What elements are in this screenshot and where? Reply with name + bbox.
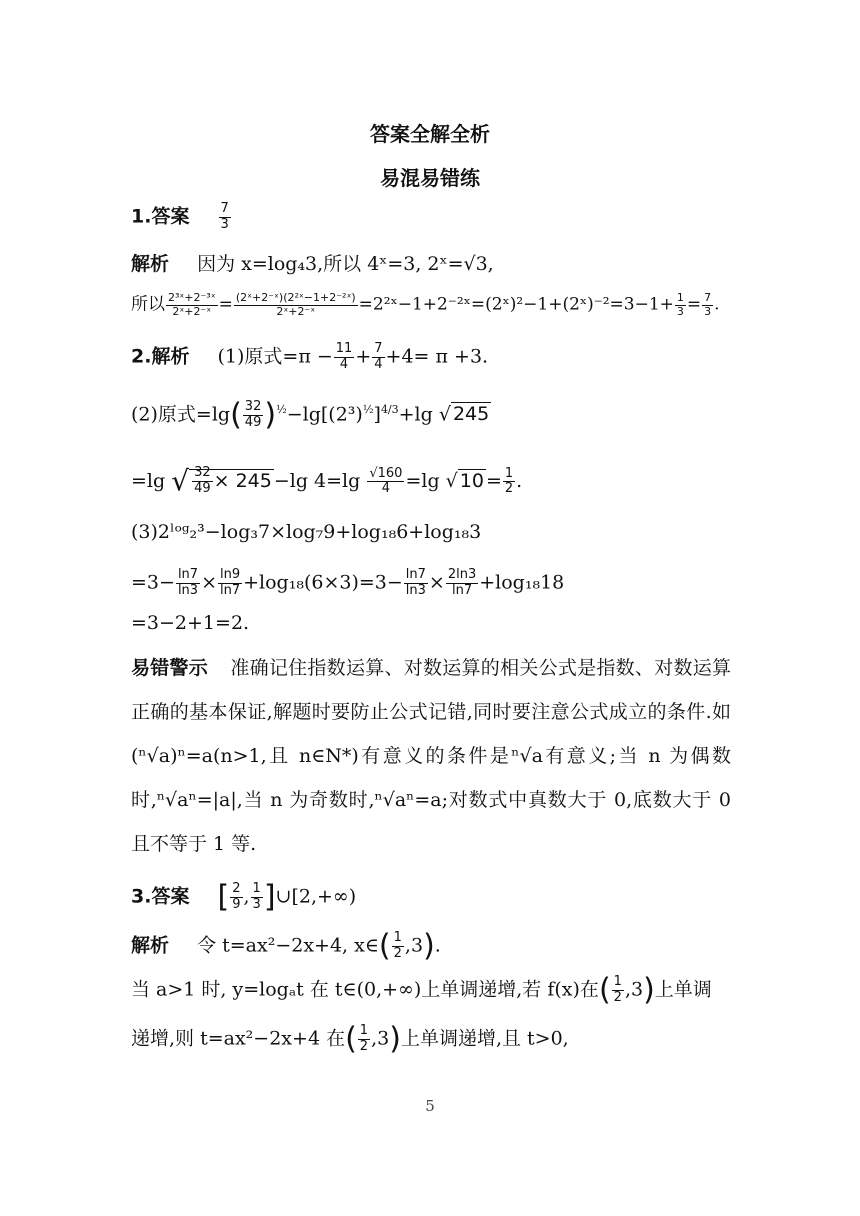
q1-fraction-4 [702, 292, 713, 318]
section-subtitle: 易混易错练 [380, 166, 480, 190]
q3-analysis-label: 解析 [131, 934, 170, 957]
q2-p5-f1-num: ln7 [177, 567, 199, 582]
q1-f1-num: 2³ˣ+2⁻³ˣ [168, 291, 216, 304]
q2-p5-f4-den: ln7 [451, 582, 473, 598]
q1-f3-den: 3 [676, 304, 684, 318]
q1-equals: = [686, 294, 702, 315]
q3-l3-fraction [612, 975, 624, 1006]
q1-fraction-1 [166, 292, 218, 318]
q2-p2-bracket-exp: 4/3 [380, 403, 399, 417]
q2-p5-prefix: =3− [131, 571, 175, 594]
q3-l4-f-den: 2 [359, 1038, 369, 1054]
warning-label: 易错警示 [131, 657, 209, 679]
q3-answer-label: 3.答案 [131, 885, 190, 908]
q2-part2-continued-line [131, 466, 522, 497]
q1-fraction-3 [675, 292, 686, 318]
q3-ans-f1-den: 9 [232, 896, 241, 912]
q3-line3: 当 a>1 时, y=logₐt 在 t∈(0,+∞)上单调递增,若 f(x)在( $\frac{1}{2}$ ,3)上单调 [131, 972, 712, 1008]
q2-p5-fraction-3 [404, 568, 428, 599]
q2-p3-end: . [516, 469, 523, 492]
q1-answer-num: 7 [220, 201, 229, 216]
q2-p2-mid: −lg[(2³) [286, 403, 363, 426]
q2-p1-f2-num: 7 [374, 341, 383, 356]
q3-l4-fraction [358, 1024, 370, 1055]
q1-derivation-line: 所以 $\frac{\text{2³ˣ+2⁻³ˣ}}{\text{2ˣ+2⁻ˣ}}$ = $\frac{\text{(2ˣ+2⁻ˣ)(2²ˣ−1+2⁻²ˣ)}}{\text{2ˣ+2⁻ˣ}}$ =2²ˣ−1+2⁻²ˣ=(2ˣ)²−1+(2ˣ)⁻²=3−1+ $\frac{1}{3}$ = $\frac{7}{3}$ . [131, 291, 720, 318]
q2-p1-prefix: (1)原式=π − [217, 345, 333, 368]
page-title: 答案全解全析 [370, 122, 490, 146]
q1-analysis-line [131, 255, 494, 274]
q1-fraction-2 [234, 292, 358, 318]
q2-p2-tail: +lg [398, 403, 433, 426]
q2-p5-tail: +log₁₈18 [479, 571, 565, 594]
q1-line2-tail: =2²ˣ−1+2⁻²ˣ=(2ˣ)²−1+(2ˣ)⁻²=3−1+ [358, 294, 674, 315]
q2-p1-tail: +4= π +3. [385, 345, 489, 368]
sqrt-product: √ $\frac{32}{49}$ × 245 [171, 464, 272, 498]
warning-text: 准确记住指数运算、对数运算的相关公式是指数、对数运算正确的基本保证,解题时要防止公式记错,同时要注意公式成立的条件.如(ⁿ√a)ⁿ=a(n>1,且 n∈N*)有意义的条件是ⁿ√a有意义;当 n 为偶数时,ⁿ√aⁿ=|a|,当 n 为奇数时,ⁿ√aⁿ=a;对数式中真数大于 0,底数大于 0 且不等于 1 等. [131, 657, 731, 855]
q2-p2-exp: ½ [276, 403, 287, 417]
q3-line4: 递增,则 t=ax²−2x+4 在( $\frac{1}{2}$ ,3)上单调递增,且 t>0, [131, 1021, 569, 1057]
q2-p5-f3-den: ln3 [405, 582, 426, 598]
q2-p5-f2-num: ln9 [219, 567, 241, 582]
q2-p2-prefix: (2)原式=lg [131, 403, 231, 426]
q2-p1-f1-den: 4 [339, 356, 349, 372]
q1-analysis-label: 解析 [131, 253, 170, 275]
q2-p1-fraction-1 [334, 342, 355, 373]
q2-p5-times: × [201, 571, 217, 594]
q3-ans-comma: , [243, 885, 250, 908]
sqrt-10: √ 10 [445, 469, 484, 492]
q2-p2-fraction [243, 400, 264, 431]
q2-p5-mid: +log₁₈(6×3)=3− [243, 571, 403, 594]
q2-p1-fraction-2 [372, 342, 384, 373]
q2-p2-f-den: 49 [244, 414, 262, 430]
q2-p5-f1-den: ln3 [177, 582, 199, 598]
warning-paragraph [131, 646, 731, 866]
q2-p3-mid2: =lg [405, 469, 440, 492]
q2-p3-root: 10 [459, 469, 484, 492]
q2-p1-f2-den: 4 [374, 356, 383, 372]
q2-p5-times2: × [428, 571, 445, 594]
q2-part3-derivation-line [131, 568, 564, 599]
q3-a-f-num: 1 [393, 930, 402, 945]
q2-p3-rad-tail: × 245 [213, 469, 272, 492]
q3-ans-tail: ∪[2,+∞) [275, 885, 357, 908]
q3-ans-fraction-1 [230, 882, 242, 913]
q3-a-fraction [392, 931, 404, 962]
q2-p5-fraction-4 [446, 568, 478, 599]
q1-f1-den: 2ˣ+2⁻ˣ [172, 304, 212, 318]
q1-f4-num: 7 [704, 291, 712, 304]
q3-a-f-den: 2 [393, 945, 402, 961]
q1-f3-num: 1 [676, 291, 684, 304]
q2-p3-f-den: 4 [381, 481, 391, 497]
q3-ans-f2-num: 1 [252, 881, 261, 896]
q2-p3-half-den: 2 [504, 481, 514, 497]
q3-l3-f-num: 1 [613, 974, 622, 989]
q2-p2-mid-exp: ½ [362, 403, 374, 417]
q1-f4-den: 3 [704, 304, 712, 318]
q2-label: 2.解析 [131, 345, 190, 368]
q3-l3-end: 上单调 [654, 978, 712, 1001]
q1-answer-den: 3 [220, 216, 229, 232]
q2-p5-fraction-2 [218, 568, 242, 599]
q2-p3-half [503, 467, 515, 498]
q2-p3-fraction [367, 467, 404, 498]
q1-f2-num: (2ˣ+2⁻ˣ)(2²ˣ−1+2⁻²ˣ) [235, 291, 356, 304]
q2-p5-f4-num: 2ln3 [447, 567, 477, 582]
q2-p3-rad-fraction [192, 466, 213, 497]
q3-l3-text: 当 a>1 时, y=logₐt 在 t∈(0,+∞)上单调递增,若 f(x)在 [131, 978, 599, 1001]
q2-p3-mid: −lg 4=lg [273, 469, 361, 492]
q1-answer-line [131, 202, 232, 233]
q1-answer-label: 1.答案 [131, 205, 190, 228]
q3-l4-f-num: 1 [359, 1023, 369, 1038]
q2-part1-line [131, 342, 488, 373]
q2-result-line: =3−2+1=2. [131, 612, 250, 634]
q1-line2-prefix: 所以 [131, 294, 165, 315]
q2-p3-half-num: 1 [504, 465, 514, 481]
q3-l4-tail: ,3 [371, 1027, 390, 1050]
q3-ans-fraction-2 [251, 882, 263, 913]
q2-p3-f-num: √160 [369, 465, 403, 481]
q3-answer-line: 3.答案 [ $\frac{2}{9}$ , $\frac{1}{3}$ ]∪[2,+∞) [131, 879, 357, 915]
q2-p3-rad-den: 49 [194, 480, 211, 496]
q2-p5-fraction-1 [176, 568, 200, 599]
q2-p3-rad-num: 32 [194, 465, 211, 480]
q2-p5-f3-num: ln7 [405, 567, 426, 582]
q2-p1-plus: + [355, 345, 372, 368]
q1-analysis-text: 因为 x=log₄3,所以 4ˣ=3, 2ˣ=√3, [197, 253, 494, 275]
q2-p1-f1-num: 11 [335, 341, 353, 356]
q2-p5-f2-den: ln7 [219, 582, 241, 598]
q3-ans-f2-den: 3 [252, 896, 261, 912]
sqrt-245: √ 245 [438, 403, 490, 426]
q3-l4-text: 递增,则 t=ax²−2x+4 在 [131, 1027, 346, 1050]
q3-ans-f1-num: 2 [232, 881, 241, 896]
q2-part2-line: (2)原式=lg( $\frac{32}{49}$ )$^{\frac{1}{2}}-\lg[(2^3)^{\frac{1}{2}}]^{4/3}+\lg$ √ 245 [131, 397, 490, 433]
q2-p2-f-num: 32 [244, 399, 262, 414]
q1-end: . [714, 294, 720, 315]
q1-f2-den: 2ˣ+2⁻ˣ [276, 304, 316, 318]
q2-p3-prefix: =lg [131, 469, 166, 492]
page-number: 5 [425, 1097, 435, 1115]
q3-l4-end: 上单调递增,且 t>0, [400, 1027, 569, 1050]
q3-analysis-line: 解析 令 t=ax²−2x+4, x∈( $\frac{1}{2}$ ,3). [131, 928, 441, 964]
q3-l3-f-den: 2 [613, 989, 622, 1005]
q1-answer-fraction [219, 202, 231, 233]
q3-analysis-text: 令 t=ax²−2x+4, x∈ [197, 934, 379, 957]
q3-l3-tail: ,3 [624, 978, 644, 1001]
q3-a-tail: ,3 [404, 934, 424, 957]
q2-p3-eq: = [485, 469, 502, 492]
q2-p2-root: 245 [452, 403, 490, 426]
q2-part3-line: (3)2ˡᵒᵍ₂³−log₃7×log₇9+log₁₈6+log₁₈3 [131, 521, 482, 543]
